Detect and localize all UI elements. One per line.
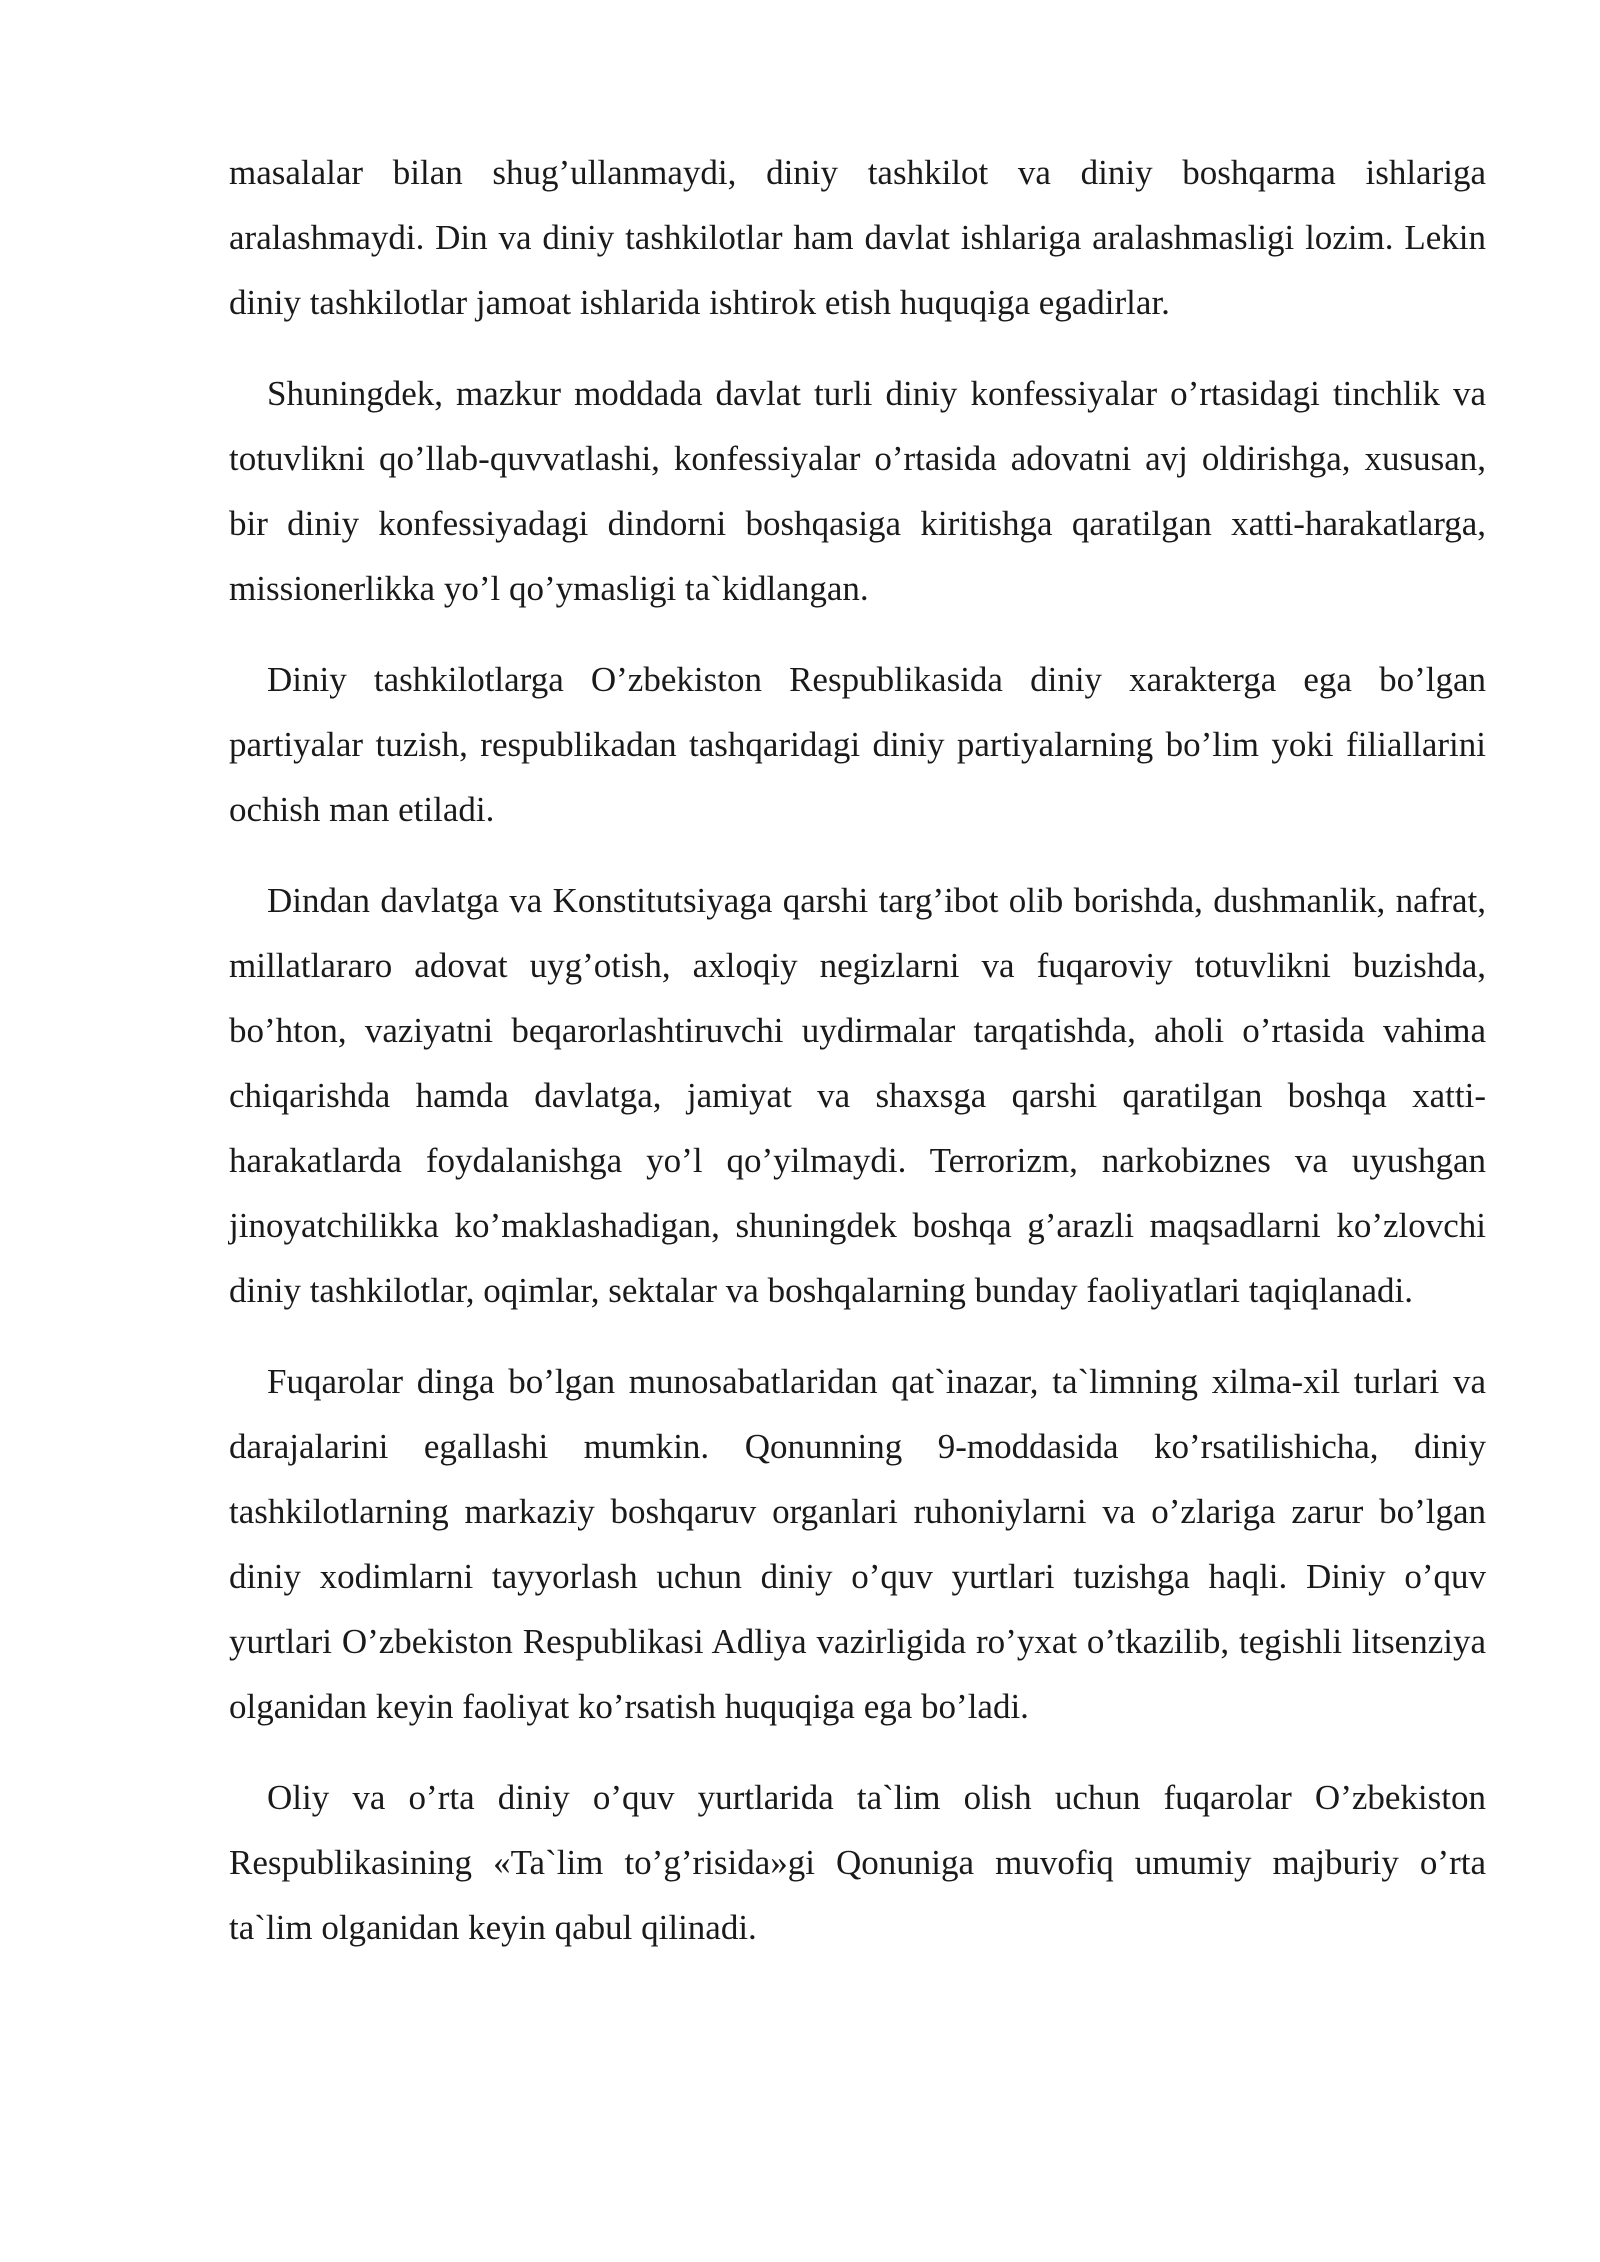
body-text <box>229 140 1486 1986</box>
paragraph-3: Diniy tashkilotlarga O’zbekiston Respublikasida diniy xarakterga ega bo’lgan partiyalar tuzish, respublikadan tashqaridagi diniy partiyalarning bo’lim yoki filiallarini ochish man etiladi. <box>229 660 1486 829</box>
paragraph-4: Dindan davlatga va Konstitutsiyaga qarshi targ’ibot olib borishda, dushmanlik, nafrat, millatlararo adovat uyg’otish, axloqiy negizlarni va fuqaroviy totuvlikni buzishda, bo’hton, vaziyatni beqarorlashtiruvchi uydirmalar tarqatishda, aholi o’rtasida vahima chiqarishda hamda davlatga, jamiyat va shaxsga qarshi qaratilgan boshqa xatti-harakatlarda foydalanishga yo’l qo’yilmaydi. Terrorizm, narkobiznes va uyushgan jinoyatchilikka ko’maklashadigan, shuningdek boshqa g’arazli maqsadlarni ko’zlovchi diniy tashkilotlar, oqimlar, sektalar va boshqalarning bunday faoliyatlari taqiqlanadi. <box>229 881 1486 1310</box>
paragraph-1: masalalar bilan shug’ullanmaydi, diniy tashkilot va diniy boshqarma ishlariga aralashmaydi. Din va diniy tashkilotlar ham davlat ishlariga aralashmasligi lozim. Lekin diniy tashkilotlar jamoat ishlarida ishtirok etish huquqiga egadirlar. <box>229 153 1486 322</box>
paragraph-6: Oliy va o’rta diniy o’quv yurtlarida ta`lim olish uchun fuqarolar O’zbekiston Respublikasining «Ta`lim to’g’risida»gi Qonuniga muvofiq umumiy majburiy o’rta ta`lim olganidan keyin qabul qilinadi. <box>229 1778 1486 1947</box>
paragraph-5: Fuqarolar dinga bo’lgan munosabatlaridan qat`inazar, ta`limning xilma-xil turlari va darajalarini egallashi mumkin. Qonunning 9-moddasida ko’rsatilishicha, diniy tashkilotlarning markaziy boshqaruv organlari ruhoniylarni va o’zlariga zarur bo’lgan diniy xodimlarni tayyorlash uchun diniy o’quv yurtlari tuzishga haqli. Diniy o’quv yurtlari O’zbekiston Respublikasi Adliya vazirligida ro’yxat o’tkazilib, tegishli litsenziya olganidan keyin faoliyat ko’rsatish huquqiga ega bo’ladi. <box>229 1362 1486 1726</box>
paragraph-2: Shuningdek, mazkur moddada davlat turli diniy konfessiyalar o’rtasidagi tinchlik va totuvlikni qo’llab-quvvatlashi, konfessiyalar o’rtasida adovatni avj oldirishga, xususan, bir diniy konfessiyadagi dindorni boshqasiga kiritishga qaratilgan xatti-harakatlarga, missionerlikka yo’l qo’ymasligi ta`kidlangan. <box>229 374 1486 608</box>
